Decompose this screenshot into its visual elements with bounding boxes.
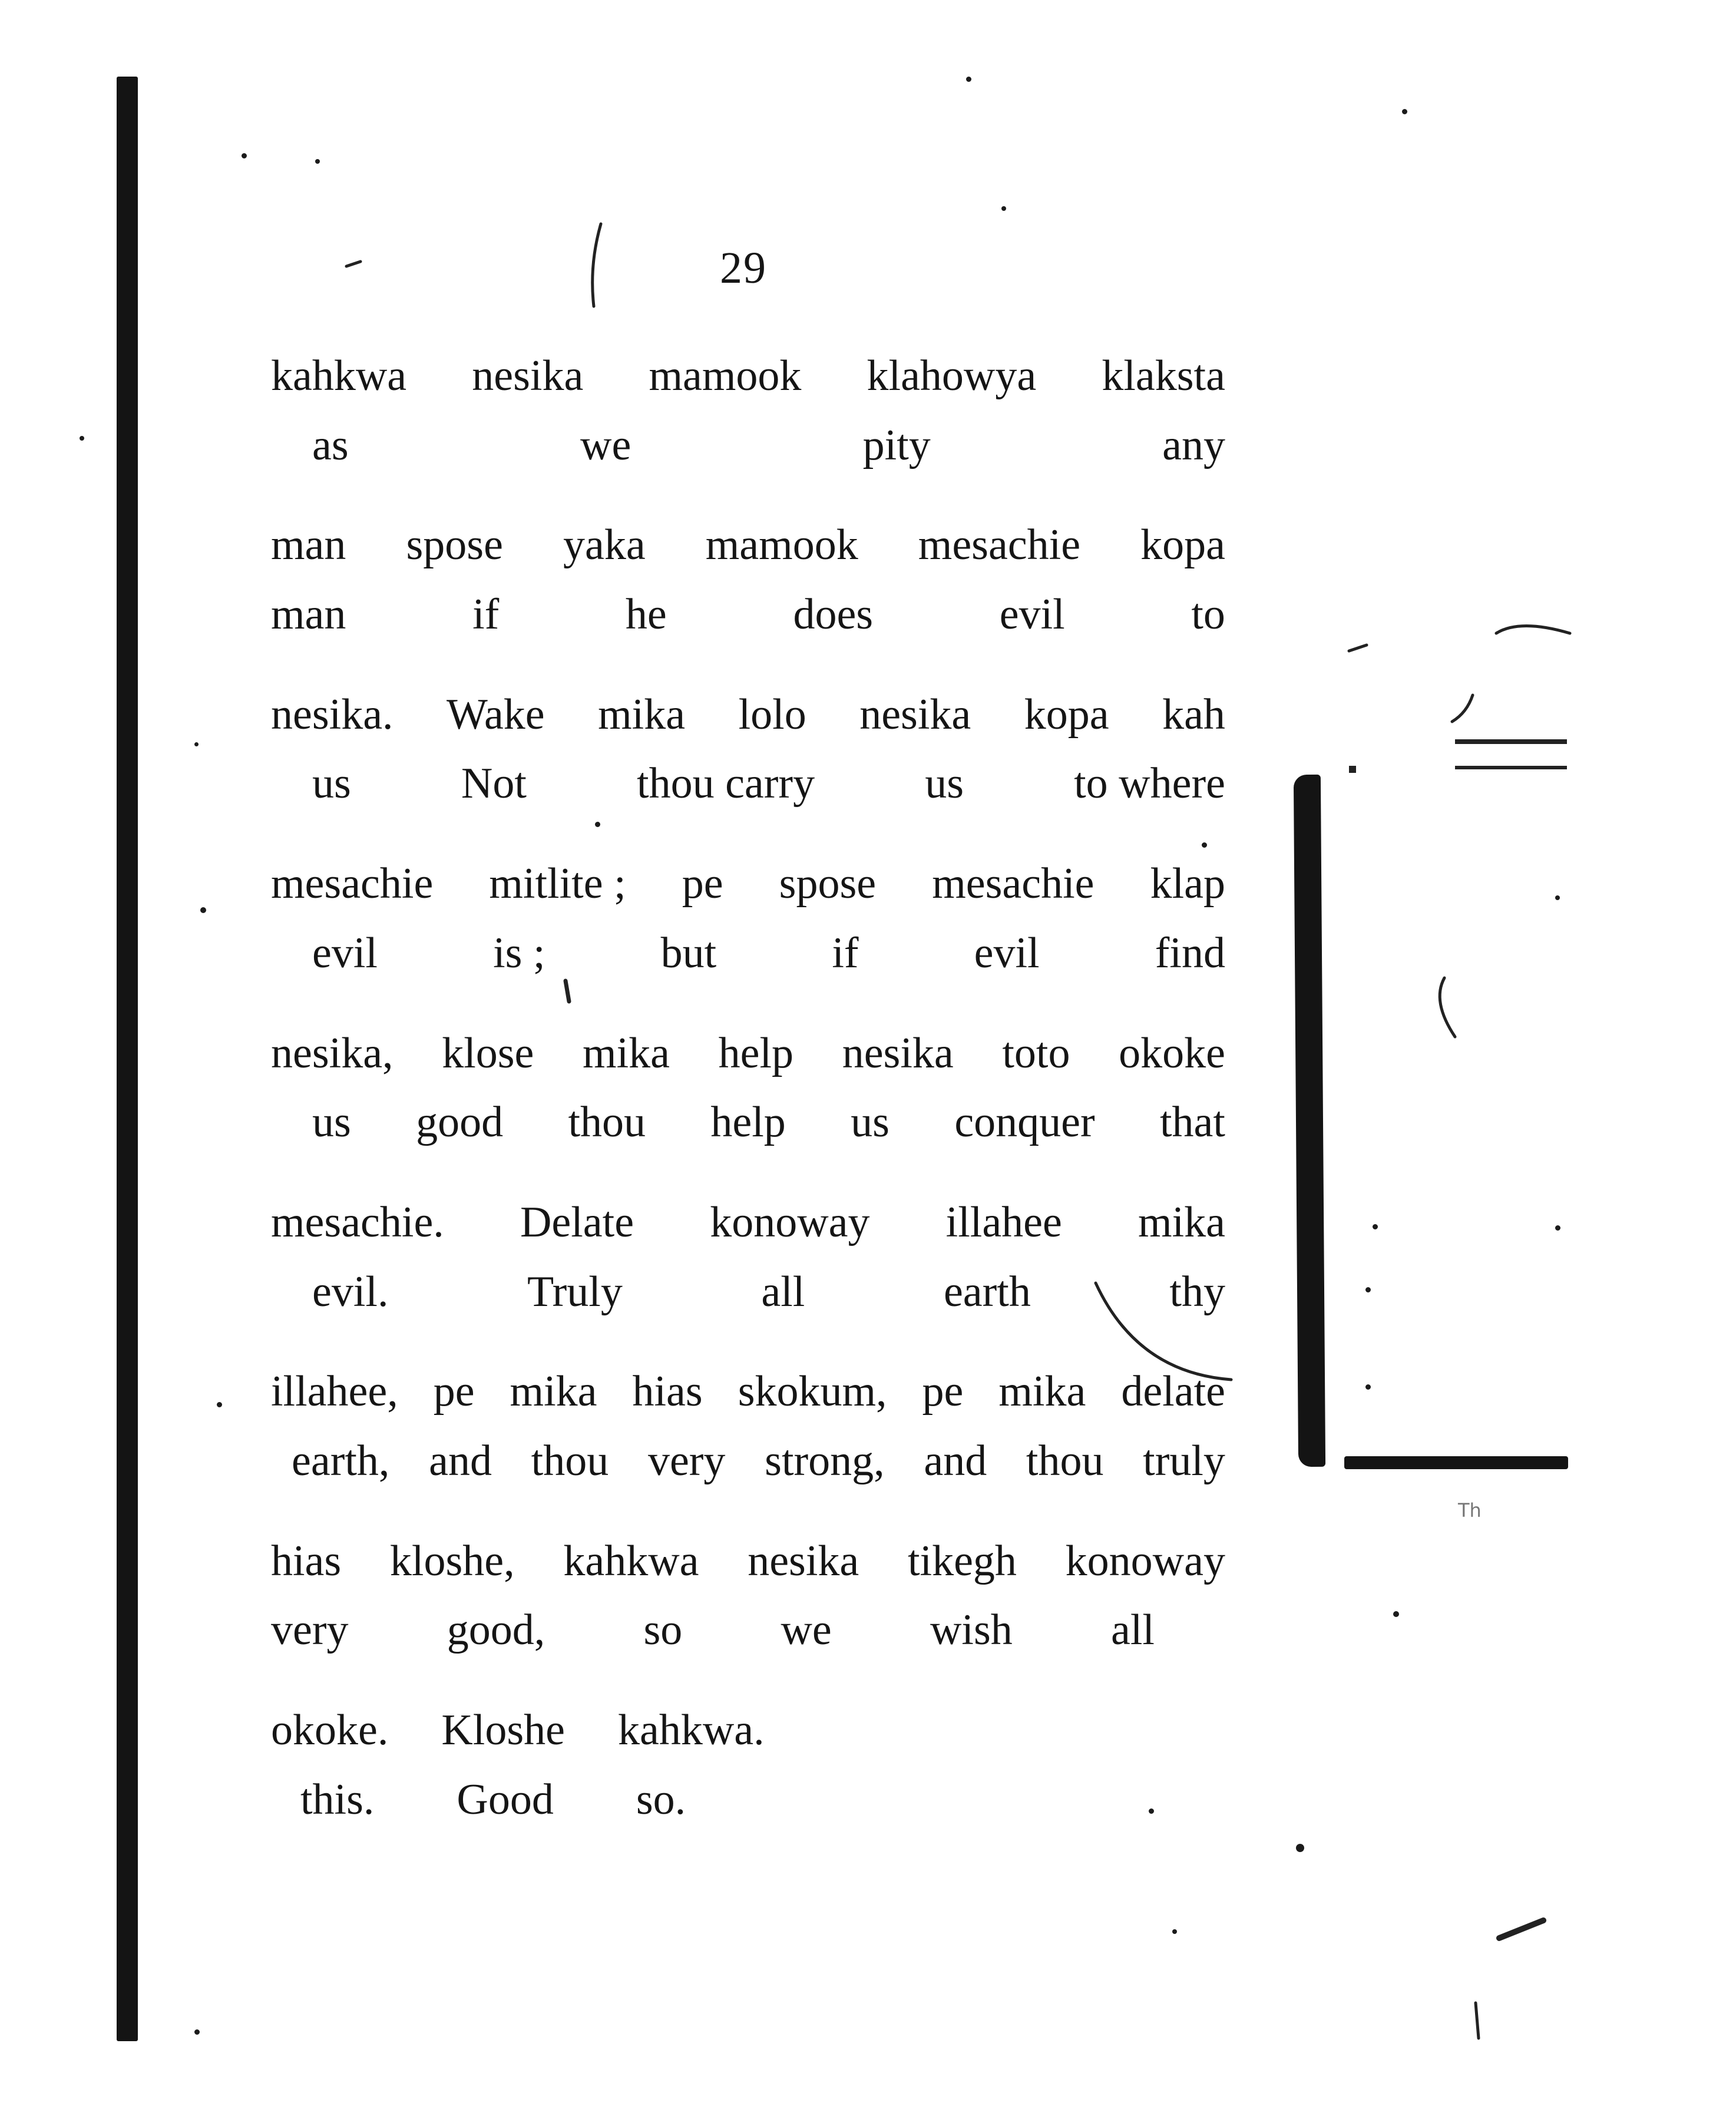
chinook-word: yaka [563,521,646,570]
gloss-word: thou [1026,1436,1104,1485]
chinook-word: pe [922,1367,964,1416]
gloss-word: Truly [527,1267,623,1316]
chinook-word: Kloshe [441,1706,566,1754]
gloss-word: we [580,421,631,469]
gloss-word: us [312,1098,351,1147]
chinook-word: nesika [748,1536,859,1585]
gloss-word: we [781,1606,832,1655]
gloss-word: all [761,1267,805,1316]
speck [1402,109,1407,114]
gloss-word: this. [300,1775,375,1824]
gloss-word: is ; [493,928,545,977]
gloss-word: Good [457,1775,554,1824]
speck [315,159,320,164]
speck [1172,1929,1177,1934]
chinook-word: illahee, [271,1367,398,1416]
chinook-line [271,1031,1225,1077]
english-gloss-line [271,1100,1225,1146]
speck [242,153,247,158]
chinook-word: hias [271,1536,342,1585]
chinook-line [271,1200,1225,1246]
stanza [271,692,1225,807]
speck [1296,1844,1304,1852]
chinook-word: mesachie [271,859,434,908]
chinook-word: klaksta [1102,352,1225,400]
gloss-word: and [924,1436,987,1485]
chinook-word: kopa [1140,521,1225,570]
english-gloss-line [271,1608,1225,1654]
chinook-word: konoway [710,1198,870,1246]
gloss-word: thy [1169,1267,1225,1316]
gloss-word: if [832,928,859,977]
chinook-word: klap [1150,859,1225,908]
pen-stroke-mark [1499,1920,1543,1938]
pen-stroke-mark [1440,978,1455,1037]
speck [1393,1611,1399,1617]
chinook-word: mamook [649,352,802,400]
speck [80,436,84,441]
chinook-word: mika [510,1367,597,1416]
english-gloss-line [271,1269,1225,1315]
chinook-word: hias [632,1367,703,1416]
gloss-word: but [660,928,717,977]
chinook-word: pe [433,1367,475,1416]
chinook-word: nesika [842,1029,954,1077]
speck [1555,1225,1560,1231]
chinook-word: mika [583,1029,670,1077]
chinook-word: nesika. [271,690,394,739]
pen-stroke-mark [1476,2003,1479,2038]
gloss-word: so. [636,1775,686,1824]
speck [1555,895,1560,900]
interlinear-text [271,353,1225,1877]
chinook-word: mamook [705,521,858,570]
pen-stroke-mark [1452,695,1473,722]
gloss-word: find [1155,928,1225,977]
chinook-word: man [271,521,346,570]
gloss-word: all [1111,1606,1155,1655]
chinook-word: toto [1002,1029,1070,1077]
chinook-word: mesachie [918,521,1081,570]
stanza [271,1369,1225,1484]
chinook-line [271,1708,1225,1754]
scan-line-mark [1455,739,1567,744]
chinook-word: klahowya [867,352,1037,400]
speck [194,2029,200,2035]
gloss-word: good, [447,1606,545,1655]
chinook-word: Wake [447,690,545,739]
chinook-word: kahkwa. [618,1706,765,1754]
gloss-word: evil. [312,1267,389,1316]
chinook-word: Delate [520,1198,634,1246]
gloss-word: Not [461,759,527,808]
gloss-word: us [851,1098,890,1147]
chinook-word: mitlite ; [489,859,626,908]
stanza [271,1200,1225,1315]
speck [966,77,971,82]
gloss-word: if [472,590,500,639]
pen-stroke-mark [1349,645,1367,651]
chinook-word: mesachie [932,859,1094,908]
chinook-word: tikegh [907,1536,1017,1585]
gloss-word: so [643,1606,683,1655]
gloss-word: us [925,759,964,808]
chinook-word: mika [1138,1198,1225,1246]
chinook-word: mika [598,690,686,739]
speck [194,742,199,746]
gloss-word: us [312,759,351,808]
bleed-through-fragment: Th [1458,1499,1482,1522]
gloss-word: conquer [954,1098,1095,1147]
gloss-word: thou carry [637,759,815,808]
pen-stroke-mark [593,224,601,306]
chinook-line [271,861,1225,907]
gloss-word: does [793,590,874,639]
stanza [271,353,1225,468]
chinook-word: mika [998,1367,1086,1416]
speck [200,907,206,913]
speck [1365,1384,1371,1390]
gloss-word: man [271,590,346,639]
speck [1373,1224,1378,1229]
gloss-word: as [312,421,349,469]
chinook-line [271,353,1225,399]
english-gloss-line [271,423,1225,469]
gloss-word: help [710,1098,786,1147]
chinook-word: kah [1162,690,1225,739]
english-gloss-line [271,592,1225,638]
chinook-word: klose [442,1029,534,1077]
english-gloss-line [271,1436,1225,1485]
gloss-word: good [416,1098,504,1147]
chinook-word: spose [779,859,877,908]
gloss-word: to [1191,590,1225,639]
stanza [271,1536,1225,1655]
gloss-word: thou [568,1098,646,1147]
gloss-word: very [647,1436,726,1485]
gloss-word: and [429,1436,492,1485]
gloss-word: wish [930,1606,1013,1655]
gloss-word: that [1160,1098,1225,1147]
page-number: 29 [720,243,767,293]
pen-stroke-mark [346,262,361,266]
gloss-word: any [1162,421,1225,469]
chinook-line [271,1536,1225,1585]
chinook-word: help [718,1029,794,1077]
gloss-word: truly [1143,1436,1225,1485]
gloss-word: evil [999,590,1065,639]
chinook-line [271,692,1225,738]
stanza [271,523,1225,637]
stanza [271,1031,1225,1146]
chinook-word: lolo [738,690,806,739]
chinook-word: pe [682,859,723,908]
chinook-word: nesika, [271,1029,394,1077]
gloss-word: strong, [765,1436,885,1485]
chinook-word: kahkwa [271,352,407,400]
chinook-word: illahee [945,1198,1062,1246]
pen-stroke-mark [1496,626,1570,634]
chinook-word: kloshe, [389,1536,515,1585]
gloss-word: very [271,1606,349,1655]
chinook-word: konoway [1065,1536,1225,1585]
chinook-word: mesachie. [271,1198,444,1246]
stanza [271,1708,1225,1823]
gloss-word: pity [862,421,931,469]
gloss-word: evil [312,928,378,977]
english-gloss-line [271,1777,1225,1823]
gloss-word: earth [943,1267,1031,1316]
english-gloss-line [271,928,1225,977]
chinook-word: okoke [1119,1029,1225,1077]
chinook-word: spose [406,521,503,570]
english-gloss-line [271,761,1225,807]
stanza [271,861,1225,976]
chinook-word: kopa [1024,690,1109,739]
scan-line-mark [1455,766,1567,769]
chinook-word: skokum, [738,1367,887,1416]
gloss-word: evil [974,928,1040,977]
chinook-word: okoke. [271,1706,389,1754]
chinook-word: delate [1121,1367,1225,1416]
gloss-word: to where [1074,759,1225,808]
speck [1001,206,1006,211]
speck [217,1402,222,1407]
chinook-word: nesika [859,690,971,739]
scan-line-mark [1349,766,1356,773]
speck [1365,1287,1371,1292]
chinook-word: nesika [472,352,584,400]
chinook-word: kahkwa [563,1536,699,1585]
gloss-word: earth, [292,1436,390,1485]
chinook-line [271,523,1225,568]
gloss-word: thou [531,1436,609,1485]
gloss-word: he [625,590,667,639]
chinook-line [271,1369,1225,1415]
